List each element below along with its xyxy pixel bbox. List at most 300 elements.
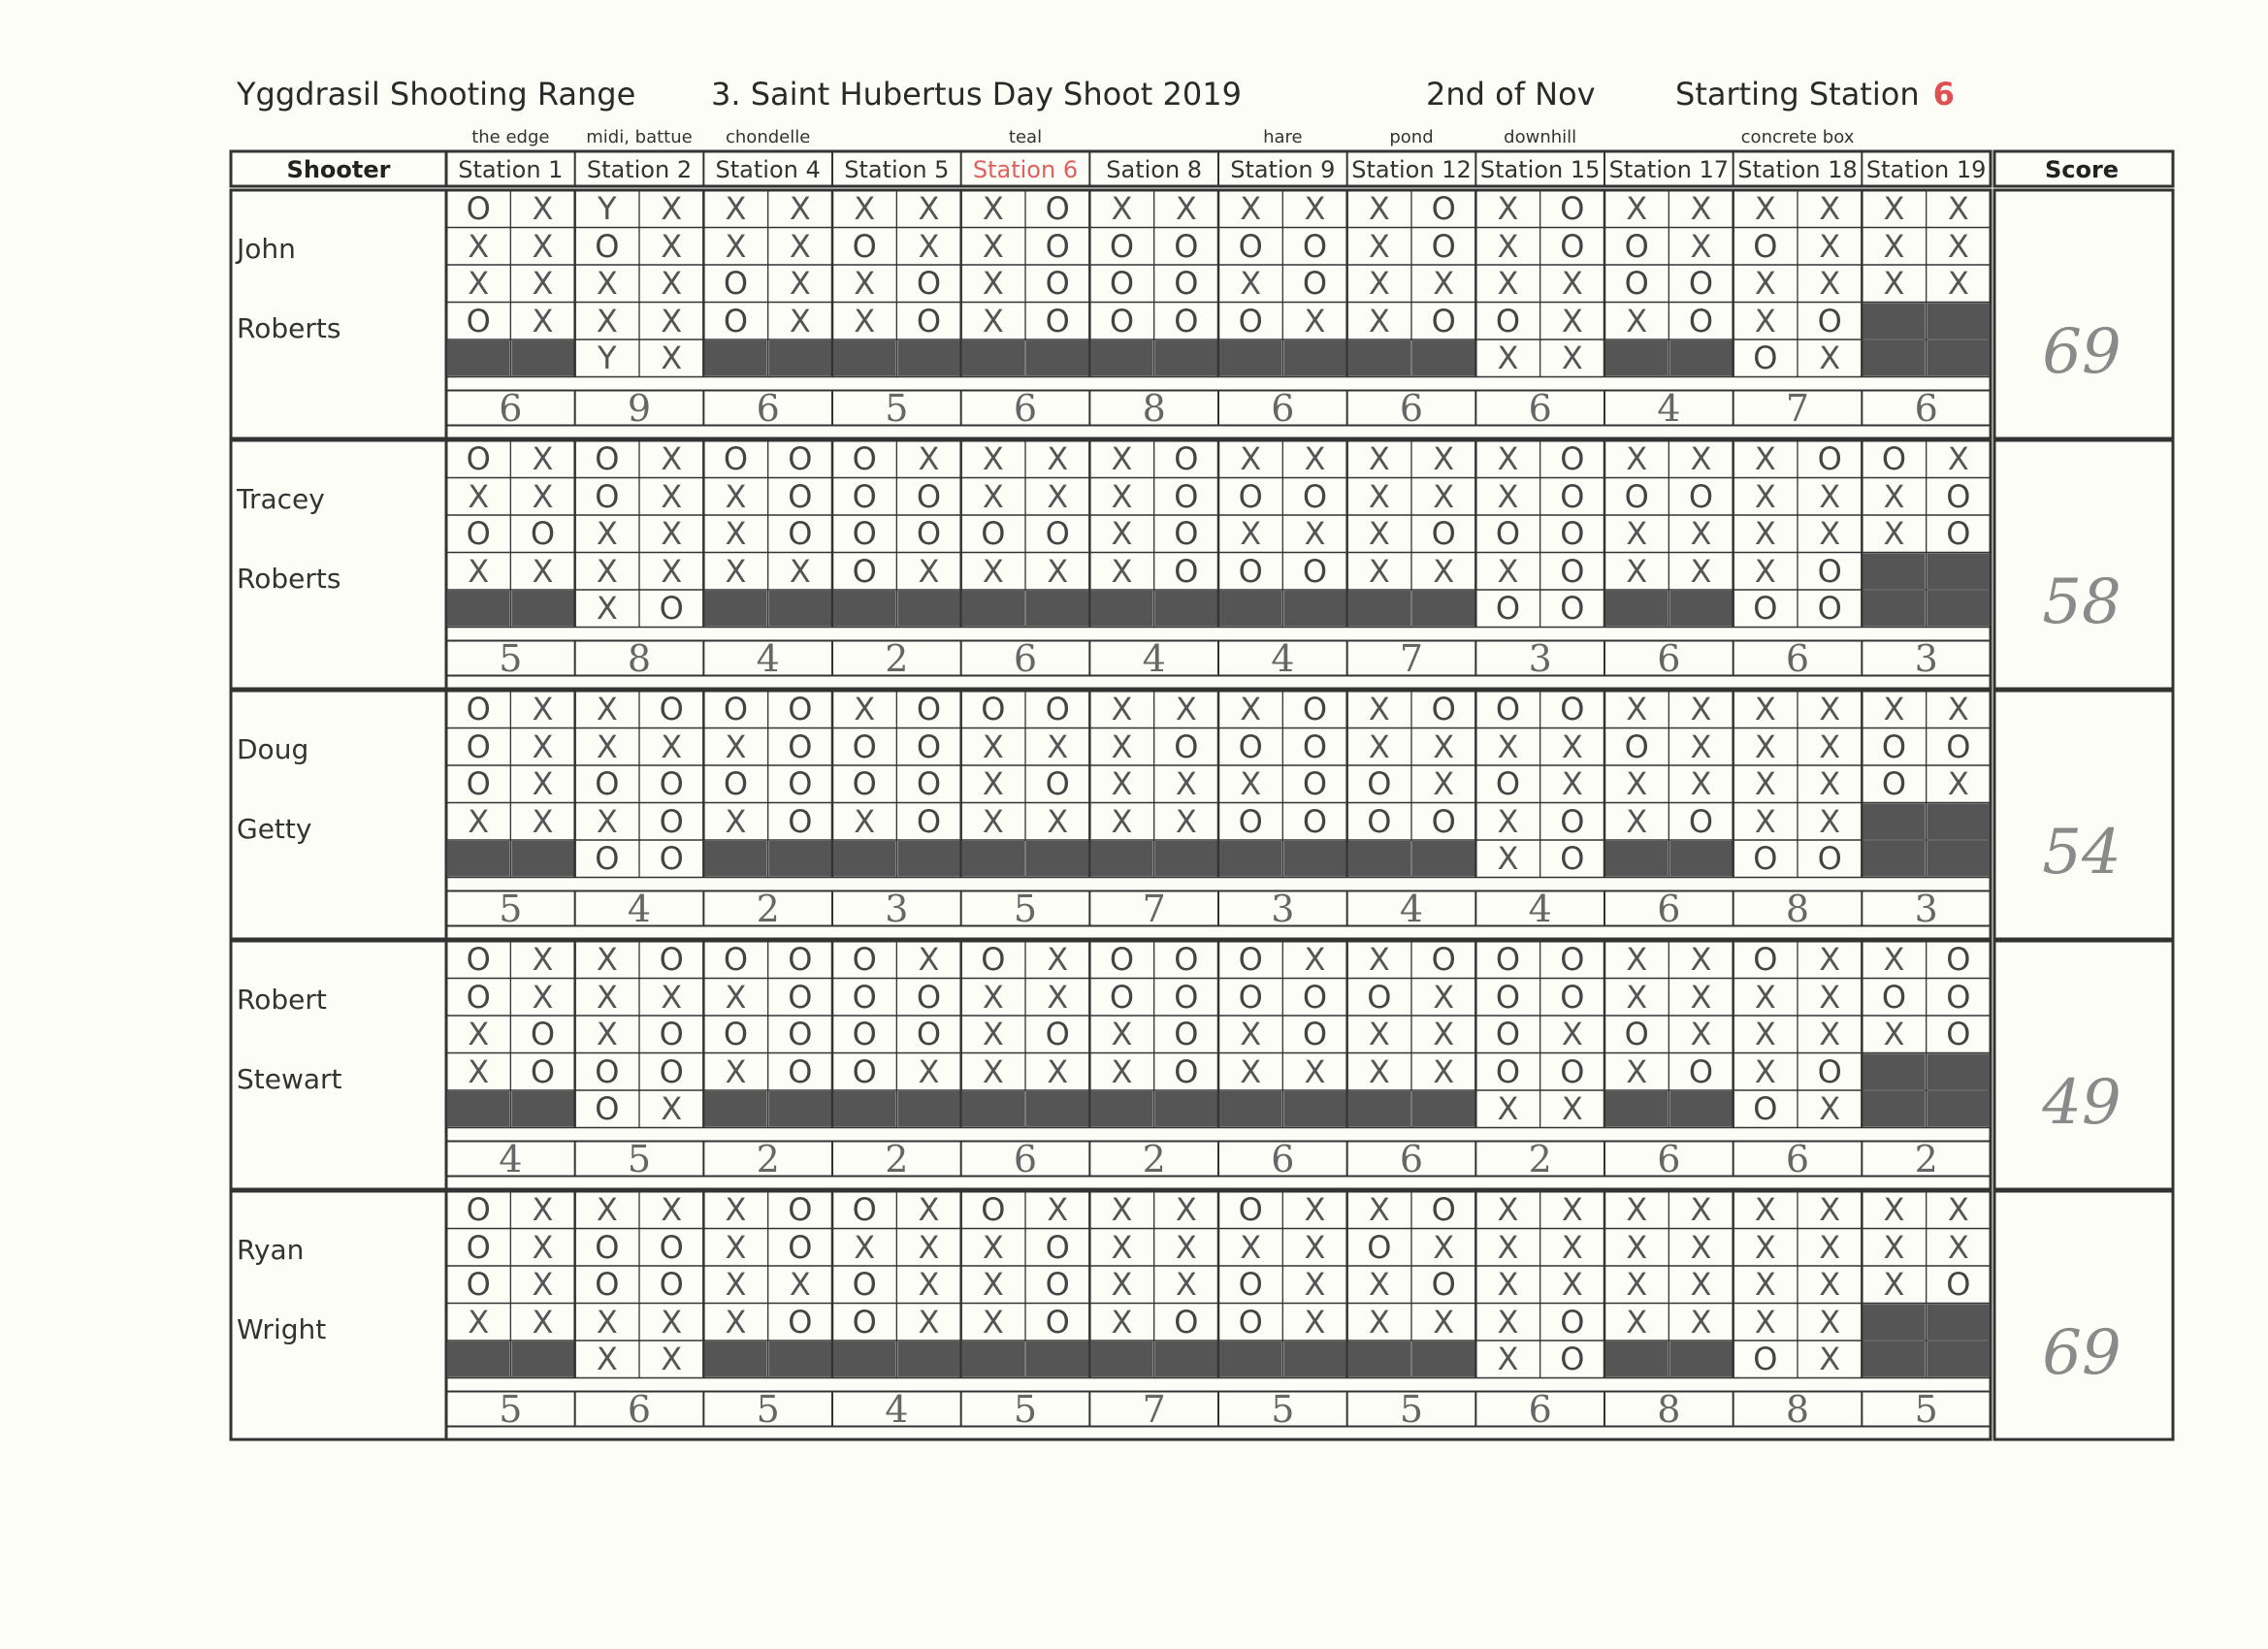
miss-mark: X bbox=[854, 190, 876, 227]
miss-mark: X bbox=[725, 1191, 747, 1228]
miss-mark: X bbox=[1754, 1016, 1776, 1052]
shooter-first-name: Tracey bbox=[237, 483, 325, 515]
unused-shot-cell bbox=[1348, 841, 1410, 877]
miss-mark: X bbox=[1819, 1090, 1841, 1127]
unused-shot-cell bbox=[1026, 340, 1088, 376]
miss-mark: X bbox=[1690, 1228, 1712, 1266]
miss-mark: X bbox=[1947, 227, 1969, 265]
station-subtotal: 6 bbox=[1271, 1137, 1295, 1180]
hit-mark: O bbox=[788, 1303, 813, 1341]
hit-mark: O bbox=[916, 691, 942, 728]
miss-mark: X bbox=[1368, 1303, 1390, 1341]
station-header: Station 19 bbox=[1865, 156, 1987, 183]
miss-mark: X bbox=[1497, 190, 1519, 227]
station-subtotal: 3 bbox=[1528, 636, 1552, 680]
unused-shot-cell bbox=[1863, 340, 1925, 376]
unused-shot-cell bbox=[704, 841, 766, 877]
miss-mark: X bbox=[596, 728, 618, 765]
hit-mark: O bbox=[1817, 840, 1842, 877]
miss-mark: X bbox=[1111, 1228, 1133, 1266]
hit-mark: O bbox=[466, 728, 491, 765]
miss-mark: X bbox=[1819, 265, 1841, 302]
hit-mark: O bbox=[1560, 515, 1585, 552]
hit-mark: O bbox=[788, 978, 813, 1016]
station-header: Station 1 bbox=[458, 156, 564, 183]
miss-mark: X bbox=[1433, 265, 1455, 302]
hit-mark: O bbox=[852, 1303, 877, 1341]
miss-mark: X bbox=[1433, 765, 1455, 802]
miss-mark: X bbox=[725, 477, 747, 515]
miss-mark: X bbox=[1111, 190, 1133, 227]
station-subtotal: 4 bbox=[1271, 636, 1295, 680]
hit-mark: O bbox=[1302, 477, 1328, 515]
station-subtotal: 5 bbox=[1399, 1387, 1424, 1431]
station-subtotal: 6 bbox=[1785, 636, 1810, 680]
station-subtotal: 6 bbox=[1013, 1137, 1038, 1180]
unused-shot-cell bbox=[511, 841, 573, 877]
hit-mark: O bbox=[1367, 1228, 1392, 1266]
unused-shot-cell bbox=[1155, 1091, 1217, 1127]
unused-shot-cell bbox=[1669, 340, 1732, 376]
unused-shot-cell bbox=[1928, 1091, 1990, 1127]
station-subtotal: 6 bbox=[1271, 386, 1295, 430]
unused-shot-cell bbox=[1283, 1091, 1345, 1127]
unused-shot-cell bbox=[1283, 340, 1345, 376]
hit-mark: O bbox=[595, 1090, 620, 1127]
unused-shot-cell bbox=[1863, 304, 1925, 340]
hit-mark: O bbox=[1946, 978, 1971, 1016]
miss-mark: X bbox=[789, 190, 811, 227]
hit-mark: O bbox=[852, 1191, 877, 1228]
miss-mark: X bbox=[1175, 1266, 1197, 1303]
miss-mark: X bbox=[1626, 1052, 1648, 1090]
station-subtotal: 6 bbox=[1657, 1137, 1681, 1180]
miss-mark: X bbox=[1754, 1303, 1776, 1341]
hit-mark: O bbox=[466, 190, 491, 227]
unused-shot-cell bbox=[1863, 1054, 1925, 1090]
hit-mark: O bbox=[466, 691, 491, 728]
miss-mark: X bbox=[725, 552, 747, 590]
hit-mark: O bbox=[1238, 1266, 1263, 1303]
miss-mark: X bbox=[1626, 190, 1648, 227]
unused-shot-cell bbox=[1928, 841, 1990, 877]
miss-mark: X bbox=[596, 1191, 618, 1228]
miss-mark: X bbox=[789, 552, 811, 590]
hit-mark: O bbox=[1174, 440, 1199, 477]
hit-mark: O bbox=[788, 765, 813, 802]
miss-mark: X bbox=[918, 941, 940, 978]
miss-mark: X bbox=[1175, 1191, 1197, 1228]
unused-shot-cell bbox=[1090, 841, 1152, 877]
miss-mark: X bbox=[918, 1303, 940, 1341]
unused-shot-cell bbox=[447, 340, 509, 376]
miss-mark: X bbox=[982, 978, 1004, 1016]
total-score: 54 bbox=[2042, 817, 2122, 889]
miss-mark: X bbox=[982, 1266, 1004, 1303]
miss-mark: X bbox=[1883, 265, 1905, 302]
hit-mark: O bbox=[1302, 265, 1328, 302]
miss-mark: Y bbox=[598, 340, 617, 376]
miss-mark: X bbox=[918, 227, 940, 265]
hit-mark: O bbox=[1495, 1016, 1521, 1052]
station-subtotal: 4 bbox=[885, 1387, 909, 1431]
station-subtotal: 3 bbox=[1914, 887, 1938, 930]
miss-mark: X bbox=[661, 1303, 683, 1341]
miss-mark: X bbox=[725, 515, 747, 552]
unused-shot-cell bbox=[897, 1091, 959, 1127]
miss-mark: X bbox=[918, 1228, 940, 1266]
miss-mark: X bbox=[1240, 1016, 1262, 1052]
miss-mark: X bbox=[661, 515, 683, 552]
hit-mark: O bbox=[788, 728, 813, 765]
miss-mark: X bbox=[661, 265, 683, 302]
hit-mark: O bbox=[723, 265, 749, 302]
miss-mark: X bbox=[1883, 1016, 1905, 1052]
unused-shot-cell bbox=[962, 841, 1024, 877]
unused-shot-cell bbox=[1928, 1054, 1990, 1090]
miss-mark: X bbox=[1754, 265, 1776, 302]
hit-mark: O bbox=[1946, 941, 1971, 978]
miss-mark: X bbox=[1626, 802, 1648, 840]
miss-mark: X bbox=[596, 552, 618, 590]
shooter-first-name: Doug bbox=[237, 733, 309, 765]
hit-mark: O bbox=[1688, 477, 1714, 515]
station-subtotal: 3 bbox=[885, 887, 909, 930]
hit-mark: O bbox=[595, 227, 620, 265]
miss-mark: X bbox=[1240, 1052, 1262, 1090]
miss-mark: X bbox=[1561, 765, 1583, 802]
hit-mark: O bbox=[916, 265, 942, 302]
unused-shot-cell bbox=[833, 1091, 895, 1127]
miss-mark: X bbox=[1947, 1228, 1969, 1266]
hit-mark: O bbox=[1109, 978, 1135, 1016]
miss-mark: X bbox=[1883, 227, 1905, 265]
unused-shot-cell bbox=[1863, 554, 1925, 590]
station-subtotal: 2 bbox=[885, 636, 909, 680]
hit-mark: O bbox=[1174, 552, 1199, 590]
miss-mark: X bbox=[982, 440, 1004, 477]
unused-shot-cell bbox=[962, 1342, 1024, 1377]
miss-mark: X bbox=[596, 590, 618, 627]
miss-mark: X bbox=[1819, 1016, 1841, 1052]
hit-mark: O bbox=[852, 941, 877, 978]
hit-mark: O bbox=[1431, 302, 1456, 340]
unused-shot-cell bbox=[447, 841, 509, 877]
miss-mark: X bbox=[661, 552, 683, 590]
unused-shot-cell bbox=[1155, 1342, 1217, 1377]
miss-mark: X bbox=[918, 1191, 940, 1228]
miss-mark: X bbox=[1111, 691, 1133, 728]
hit-mark: O bbox=[1688, 302, 1714, 340]
hit-mark: O bbox=[659, 1052, 684, 1090]
unused-shot-cell bbox=[1605, 841, 1668, 877]
miss-mark: X bbox=[1754, 515, 1776, 552]
miss-mark: X bbox=[1497, 1090, 1519, 1127]
miss-mark: X bbox=[1690, 765, 1712, 802]
unused-shot-cell bbox=[897, 591, 959, 627]
hit-mark: O bbox=[595, 765, 620, 802]
unused-shot-cell bbox=[1155, 340, 1217, 376]
miss-mark: X bbox=[532, 1191, 554, 1228]
station-subtotal: 5 bbox=[1013, 1387, 1038, 1431]
hit-mark: O bbox=[1238, 978, 1263, 1016]
miss-mark: X bbox=[1883, 941, 1905, 978]
unused-shot-cell bbox=[833, 841, 895, 877]
miss-mark: X bbox=[1304, 1052, 1326, 1090]
station-subtotal: 6 bbox=[627, 1387, 652, 1431]
miss-mark: X bbox=[661, 440, 683, 477]
station-subtotal: 5 bbox=[627, 1137, 652, 1180]
unused-shot-cell bbox=[1863, 804, 1925, 840]
miss-mark: X bbox=[1304, 302, 1326, 340]
miss-mark: X bbox=[1690, 515, 1712, 552]
miss-mark: X bbox=[1754, 728, 1776, 765]
miss-mark: X bbox=[1368, 190, 1390, 227]
unused-shot-cell bbox=[511, 591, 573, 627]
hit-mark: O bbox=[1560, 941, 1585, 978]
miss-mark: X bbox=[854, 302, 876, 340]
miss-mark: X bbox=[1819, 227, 1841, 265]
miss-mark: X bbox=[918, 552, 940, 590]
miss-mark: X bbox=[1433, 728, 1455, 765]
station-subtotal: 6 bbox=[499, 386, 523, 430]
miss-mark: X bbox=[532, 978, 554, 1016]
hit-mark: O bbox=[1238, 1191, 1263, 1228]
hit-mark: O bbox=[1624, 227, 1649, 265]
station-subtotal: 7 bbox=[1785, 386, 1810, 430]
miss-mark: X bbox=[1304, 1228, 1326, 1266]
starting-station bbox=[1675, 76, 1955, 113]
station-subtotal: 5 bbox=[499, 887, 523, 930]
hit-mark: O bbox=[1560, 978, 1585, 1016]
miss-mark: X bbox=[596, 1303, 618, 1341]
hit-mark: O bbox=[1302, 978, 1328, 1016]
hit-mark: O bbox=[1753, 227, 1778, 265]
miss-mark: X bbox=[1047, 941, 1069, 978]
miss-mark: X bbox=[468, 802, 490, 840]
hit-mark: O bbox=[1624, 1016, 1649, 1052]
station-header: Station 5 bbox=[844, 156, 950, 183]
miss-mark: X bbox=[532, 1303, 554, 1341]
hit-mark: O bbox=[1045, 1228, 1070, 1266]
station-subtotal: 9 bbox=[627, 386, 652, 430]
hit-mark: O bbox=[852, 515, 877, 552]
hit-mark: O bbox=[466, 1191, 491, 1228]
hit-mark: O bbox=[659, 1266, 684, 1303]
miss-mark: X bbox=[1626, 978, 1648, 1016]
miss-mark: X bbox=[532, 440, 554, 477]
hit-mark: O bbox=[1045, 227, 1070, 265]
miss-mark: X bbox=[1819, 1341, 1841, 1377]
miss-mark: X bbox=[1819, 691, 1841, 728]
hit-mark: O bbox=[1367, 765, 1392, 802]
unused-shot-cell bbox=[1669, 1342, 1732, 1377]
unused-shot-cell bbox=[1863, 1342, 1925, 1377]
unused-shot-cell bbox=[1669, 591, 1732, 627]
miss-mark: X bbox=[532, 765, 554, 802]
miss-mark: X bbox=[1304, 515, 1326, 552]
hit-mark: O bbox=[1560, 227, 1585, 265]
unused-shot-cell bbox=[897, 1342, 959, 1377]
hit-mark: O bbox=[1238, 227, 1263, 265]
hit-mark: O bbox=[1174, 302, 1199, 340]
event-title: 3. Saint Hubertus Day Shoot 2019 bbox=[711, 76, 1242, 113]
miss-mark: X bbox=[1883, 190, 1905, 227]
unused-shot-cell bbox=[833, 591, 895, 627]
hit-mark: O bbox=[852, 440, 877, 477]
miss-mark: X bbox=[1561, 340, 1583, 376]
miss-mark: X bbox=[661, 302, 683, 340]
unused-shot-cell bbox=[769, 591, 831, 627]
station-subtotal: 3 bbox=[1271, 887, 1295, 930]
miss-mark: X bbox=[1690, 440, 1712, 477]
hit-mark: O bbox=[1881, 978, 1907, 1016]
unused-shot-cell bbox=[833, 1342, 895, 1377]
shooter-first-name: Ryan bbox=[237, 1234, 305, 1266]
hit-mark: O bbox=[852, 1052, 877, 1090]
miss-mark: X bbox=[982, 477, 1004, 515]
station-subtotal: 8 bbox=[1785, 887, 1810, 930]
unused-shot-cell bbox=[962, 591, 1024, 627]
station-sublabel: chondelle bbox=[726, 127, 811, 147]
unused-shot-cell bbox=[1928, 554, 1990, 590]
unused-shot-cell bbox=[1090, 1342, 1152, 1377]
hit-mark: O bbox=[1045, 1266, 1070, 1303]
station-header: Station 6 bbox=[972, 156, 1079, 183]
hit-mark: O bbox=[1045, 190, 1070, 227]
miss-mark: X bbox=[596, 1341, 618, 1377]
miss-mark: X bbox=[1240, 190, 1262, 227]
unused-shot-cell bbox=[1412, 1342, 1474, 1377]
miss-mark: X bbox=[1047, 440, 1069, 477]
miss-mark: X bbox=[1304, 440, 1326, 477]
unused-shot-cell bbox=[447, 591, 509, 627]
miss-mark: X bbox=[1368, 440, 1390, 477]
unused-shot-cell bbox=[704, 591, 766, 627]
hit-mark: O bbox=[1688, 802, 1714, 840]
miss-mark: X bbox=[532, 802, 554, 840]
total-score: 69 bbox=[2042, 316, 2122, 388]
unused-shot-cell bbox=[1412, 1091, 1474, 1127]
miss-mark: X bbox=[596, 978, 618, 1016]
unused-shot-cell bbox=[1348, 1091, 1410, 1127]
miss-mark: X bbox=[1626, 765, 1648, 802]
miss-mark: X bbox=[1111, 440, 1133, 477]
hit-mark: O bbox=[1753, 1341, 1778, 1377]
miss-mark: X bbox=[1047, 477, 1069, 515]
miss-mark: X bbox=[596, 265, 618, 302]
station-sublabel: hare bbox=[1263, 127, 1303, 147]
unused-shot-cell bbox=[1348, 1342, 1410, 1377]
hit-mark: O bbox=[1753, 1090, 1778, 1127]
shooter-last-name: Roberts bbox=[237, 312, 341, 344]
station-subtotal: 7 bbox=[1142, 887, 1166, 930]
miss-mark: X bbox=[1626, 1228, 1648, 1266]
miss-mark: X bbox=[1497, 265, 1519, 302]
miss-mark: X bbox=[661, 190, 683, 227]
miss-mark: X bbox=[532, 1266, 554, 1303]
miss-mark: X bbox=[1690, 691, 1712, 728]
hit-mark: O bbox=[595, 440, 620, 477]
hit-mark: O bbox=[1560, 1303, 1585, 1341]
station-subtotal: 4 bbox=[756, 636, 780, 680]
miss-mark: X bbox=[918, 440, 940, 477]
station-subtotal: 6 bbox=[1914, 386, 1938, 430]
miss-mark: X bbox=[1754, 691, 1776, 728]
hit-mark: O bbox=[1946, 728, 1971, 765]
miss-mark: X bbox=[1240, 691, 1262, 728]
miss-mark: X bbox=[1561, 1228, 1583, 1266]
unused-shot-cell bbox=[1219, 591, 1281, 627]
hit-mark: O bbox=[852, 477, 877, 515]
station-subtotal: 6 bbox=[1785, 1137, 1810, 1180]
hit-mark: O bbox=[852, 552, 877, 590]
miss-mark: X bbox=[596, 691, 618, 728]
miss-mark: X bbox=[1626, 515, 1648, 552]
miss-mark: X bbox=[1368, 302, 1390, 340]
hit-mark: O bbox=[1302, 1016, 1328, 1052]
unused-shot-cell bbox=[511, 340, 573, 376]
hit-mark: O bbox=[1753, 840, 1778, 877]
hit-mark: O bbox=[1495, 978, 1521, 1016]
miss-mark: X bbox=[1754, 440, 1776, 477]
miss-mark: X bbox=[1497, 1266, 1519, 1303]
miss-mark: X bbox=[1819, 1228, 1841, 1266]
hit-mark: O bbox=[1109, 302, 1135, 340]
miss-mark: X bbox=[1111, 552, 1133, 590]
hit-mark: O bbox=[1495, 302, 1521, 340]
unused-shot-cell bbox=[1348, 591, 1410, 627]
miss-mark: X bbox=[1304, 1191, 1326, 1228]
unused-shot-cell bbox=[1155, 841, 1217, 877]
miss-mark: X bbox=[1754, 190, 1776, 227]
hit-mark: O bbox=[916, 978, 942, 1016]
miss-mark: X bbox=[1690, 728, 1712, 765]
miss-mark: X bbox=[1047, 552, 1069, 590]
miss-mark: X bbox=[1497, 802, 1519, 840]
miss-mark: X bbox=[1111, 728, 1133, 765]
hit-mark: O bbox=[1174, 227, 1199, 265]
miss-mark: X bbox=[918, 1052, 940, 1090]
miss-mark: X bbox=[468, 1303, 490, 1341]
miss-mark: X bbox=[1690, 1266, 1712, 1303]
score-box bbox=[1994, 440, 2173, 689]
miss-mark: X bbox=[725, 1266, 747, 1303]
miss-mark: X bbox=[532, 302, 554, 340]
miss-mark: X bbox=[596, 302, 618, 340]
miss-mark: X bbox=[1883, 515, 1905, 552]
miss-mark: X bbox=[854, 265, 876, 302]
miss-mark: X bbox=[1368, 941, 1390, 978]
hit-mark: O bbox=[1881, 765, 1907, 802]
miss-mark: X bbox=[532, 190, 554, 227]
miss-mark: X bbox=[918, 1266, 940, 1303]
miss-mark: X bbox=[1497, 840, 1519, 877]
unused-shot-cell bbox=[704, 340, 766, 376]
hit-mark: O bbox=[1431, 1191, 1456, 1228]
miss-mark: X bbox=[725, 1052, 747, 1090]
miss-mark: X bbox=[1433, 1052, 1455, 1090]
miss-mark: X bbox=[1626, 302, 1648, 340]
station-subtotal: 4 bbox=[1142, 636, 1166, 680]
miss-mark: X bbox=[854, 802, 876, 840]
miss-mark: X bbox=[789, 302, 811, 340]
miss-mark: X bbox=[982, 765, 1004, 802]
hit-mark: O bbox=[1174, 1052, 1199, 1090]
miss-mark: X bbox=[1947, 765, 1969, 802]
miss-mark: X bbox=[1754, 552, 1776, 590]
unused-shot-cell bbox=[1863, 591, 1925, 627]
